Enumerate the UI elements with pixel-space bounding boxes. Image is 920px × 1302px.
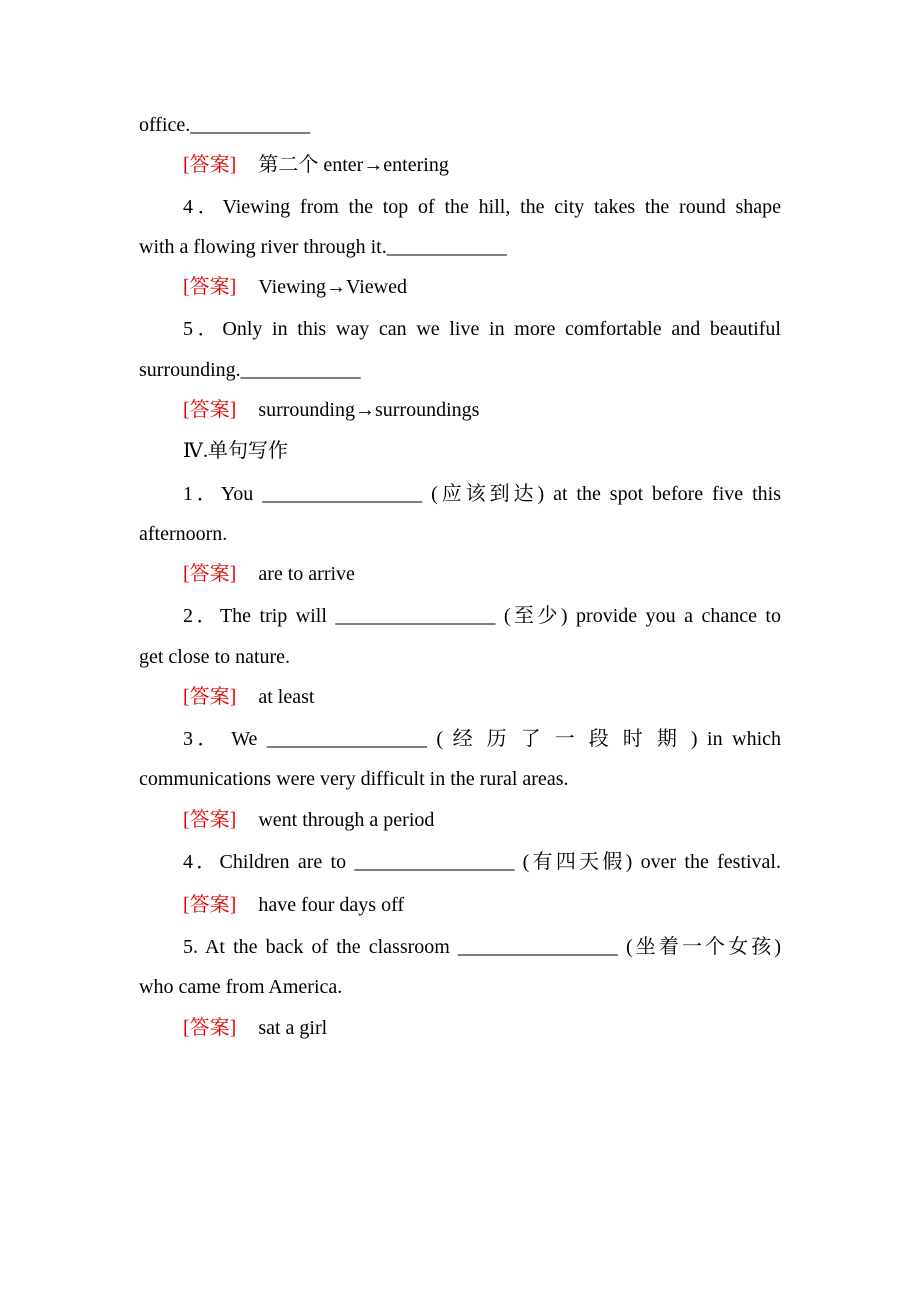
answer-line — [183, 1008, 781, 1048]
question-line: 1．You ________________ (应该到达) at the spot before five this — [183, 483, 781, 505]
answer-text: are to arrive — [258, 563, 355, 585]
answer-line — [183, 885, 781, 925]
answer-text: have four days off — [258, 894, 405, 916]
answer-line — [183, 554, 781, 594]
question-continuation: with a flowing river through it.____________ — [139, 236, 507, 258]
answer-label: [答案] — [183, 399, 237, 421]
answer-label: [答案] — [183, 894, 237, 916]
question-line: 3． We ________________ ( 经 历 了 一 段 时 期 ) in which — [183, 728, 781, 750]
answer-text: Viewing→Viewed — [258, 276, 407, 298]
answer-text: 第二个 enter→entering — [258, 154, 449, 176]
question-continuation: get close to nature. — [139, 646, 291, 668]
question-continuation: afternoorn. — [139, 523, 228, 545]
answer-label: [答案] — [183, 809, 237, 831]
question-continuation: office.____________ — [139, 114, 311, 136]
answer-text: surrounding→surroundings — [258, 399, 480, 421]
question-line: 5. At the back of the classroom ________________ (坐着一个女孩) — [183, 936, 781, 958]
answer-text: sat a girl — [258, 1017, 328, 1039]
answer-text: at least — [258, 686, 315, 708]
answer-label: [答案] — [183, 276, 237, 298]
answer-line — [183, 145, 781, 185]
section-heading: Ⅳ.单句写作 — [183, 440, 288, 462]
answer-label: [答案] — [183, 154, 237, 176]
question-continuation: who came from America. — [139, 976, 343, 998]
answer-line — [183, 390, 781, 430]
answer-label: [答案] — [183, 1017, 237, 1039]
question-line: 4．Children are to ________________ (有四天假) over the festival. — [183, 851, 781, 873]
answer-line — [183, 267, 781, 307]
question-line: 4．Viewing from the top of the hill, the city takes the round shape — [183, 196, 781, 218]
answer-line — [183, 677, 781, 717]
answer-text: went through a period — [258, 809, 435, 831]
question-line: 2．The trip will ________________ (至少) provide you a chance to — [183, 605, 781, 627]
question-line: 5．Only in this way can we live in more comfortable and beautiful — [183, 318, 781, 340]
answer-label: [答案] — [183, 686, 237, 708]
question-continuation: communications were very difficult in the rural areas. — [139, 768, 569, 790]
question-continuation: surrounding.____________ — [139, 359, 361, 381]
answer-label: [答案] — [183, 563, 237, 585]
answer-line — [183, 800, 781, 840]
